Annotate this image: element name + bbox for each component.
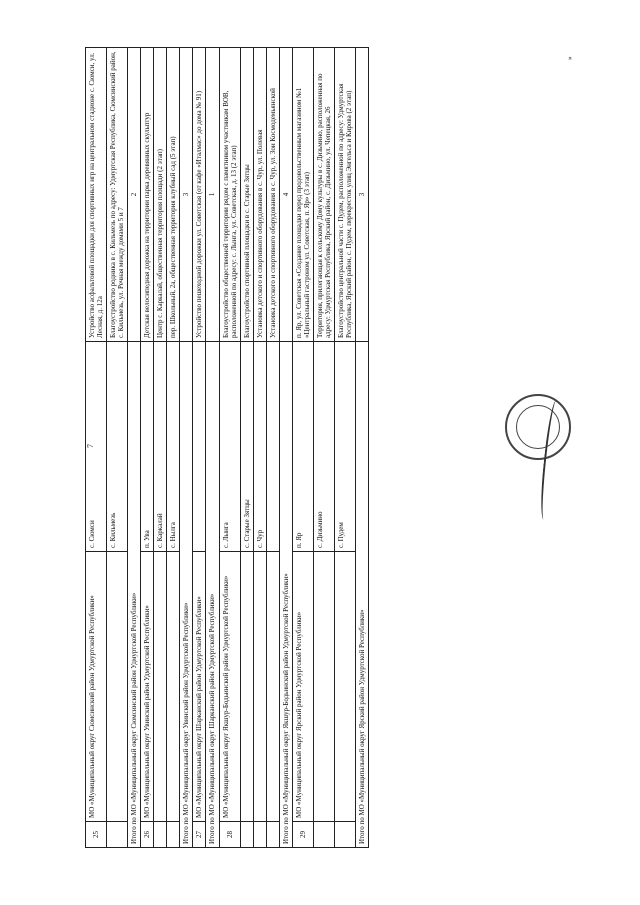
row-number: 25 [86,822,107,848]
municipality-cell [107,552,128,822]
municipality-cell: МО «Муниципальный округ Шарканский район Удмуртской Республики» [193,552,206,822]
total-label: Итого по МО «Муниципальный округ Шарканский район Удмуртской Республики» [206,342,219,848]
municipality-cell [240,552,253,822]
project-cell: Центр с. Каркалай, общественная территория площади (2 этап) [154,48,167,342]
project-cell: Детская велосипедная дорожка на территории парка деревянных скульптур [141,48,154,342]
total-value: 3 [356,48,369,342]
total-value: 3 [180,48,193,342]
row-number [266,822,279,848]
total-label: Итого по МО «Муниципальный округ Увинский район Удмуртской Республики» [180,342,193,848]
project-cell: Благоустройство общественной территории рядом с памятником участникам ВОВ, расположенной по адресу: с. Лынга, ул. Советская, д. 13 (2 этап) [219,48,240,342]
row-number [253,822,266,848]
table-row [253,48,266,848]
project-cell: Устройство пешеходной дорожки ул. Советская (от кафе «Италмас» до дома № 91) [193,48,206,342]
settlement-cell: п. Ува [141,342,154,552]
settlement-cell: с. Сюмси [86,342,107,552]
project-cell: Установка детского и спортивного оборудования в с. Чур, ул. Зои Космодемьянской [266,48,279,342]
table-row [219,48,240,848]
settlement-cell [266,342,279,552]
municipality-cell [253,552,266,822]
settlement-cell: с. Каркалай [154,342,167,552]
total-value: 2 [128,48,141,342]
total-row [279,48,292,848]
row-number [167,822,180,848]
settlement-cell: п. Яр [292,342,313,552]
row-number [154,822,167,848]
row-number [240,822,253,848]
municipality-cell [313,552,334,822]
municipality-cell [266,552,279,822]
total-row [206,48,219,848]
row-number [334,822,355,848]
settlement-cell: с. Пудем [334,342,355,552]
project-cell: Благоустройство спортивной площадки в с. Старые Зятцы [240,48,253,342]
rotated-table-container [85,48,585,848]
row-number [107,822,128,848]
municipality-cell: МО «Муниципальный округ Якшур-Бодьинский район Удмуртской Республики» [219,552,240,822]
official-stamp [505,394,571,460]
row-number: 29 [292,822,313,848]
project-cell: п. Яр, ул. Советская «Создание площадки перед продовольственным магазином №1 «Центральный гастроном ул. Советская, п. Яр» (3 этап) [292,48,313,342]
project-cell: Благоустройство родника в с. Кильмезь по адресу: Удмуртская Республика, Сюмсинский район, с. Кильмезь, ул. Речная между домами 5 и 7 [107,48,128,342]
table-row [266,48,279,848]
table-row [167,48,180,848]
table-body [86,48,369,848]
row-number: 27 [193,822,206,848]
total-row [128,48,141,848]
table-row [107,48,128,848]
settlement-cell: с. Лынга [219,342,240,552]
total-label: Итого по МО «Муниципальный округ Ярский район Удмуртской Республики» [356,342,369,848]
total-row [356,48,369,848]
table-row [141,48,154,848]
table-row [86,48,107,848]
table-row [154,48,167,848]
settlement-cell [193,342,206,552]
page-number: 7 [86,444,95,448]
table-row [313,48,334,848]
project-cell: Благоустройство центральной части с. Пудем, расположенной по адресу: Удмуртская Республика, Ярский район, с. Пудем, перекресток улиц Энгельса и Кирова (2 этап) [334,48,355,342]
settlement-cell: с. Старые Зятцы [240,342,253,552]
projects-table [85,47,369,848]
project-cell: Установка детского и спортивного оборудования в с. Чур, ул. Полевая [253,48,266,342]
settlement-cell: с. Кильмезь [107,342,128,552]
total-label: Итого по МО «Муниципальный округ Сюмсинский район Удмуртской Республики» [128,342,141,848]
municipality-cell: МО «Муниципальный округ Ярский район Удмуртской Республики» [292,552,313,822]
row-number: 28 [219,822,240,848]
project-cell: Территория, прилегающая к сельскому Дому культуры в с. Дизьмино, расположенная по адресу: Удмуртская Республика, Ярский район, с. Дизьмино, ул. Чепецкая, 26 [313,48,334,342]
total-label: Итого по МО «Муниципальный округ Якшур-Бодьинский район Удмуртской Республики» [279,342,292,848]
row-number: 26 [141,822,154,848]
total-value: 4 [279,48,292,342]
municipality-cell: МО «Муниципальный округ Сюмсинский район Удмуртской Республики» [86,552,107,822]
side-mark: » [566,56,574,60]
settlement-cell: с. Чур [253,342,266,552]
row-number [313,822,334,848]
municipality-cell [334,552,355,822]
table-row [292,48,313,848]
settlement-cell: с. Нылга [167,342,180,552]
table-row [193,48,206,848]
settlement-cell: с. Дизьмино [313,342,334,552]
project-cell: Устройство асфальтовой площадки для спортивных игр на центральном стадионе с. Сюмси, ул. Лесная, д. 12а [86,48,107,342]
municipality-cell [154,552,167,822]
table-row [334,48,355,848]
total-row [180,48,193,848]
municipality-cell [167,552,180,822]
municipality-cell: МО «Муниципальный округ Увинский район Удмуртской Республики» [141,552,154,822]
total-value: 1 [206,48,219,342]
table-row [240,48,253,848]
project-cell: пер. Школьный, 2а, общественная территория клубный сад (5 этап) [167,48,180,342]
